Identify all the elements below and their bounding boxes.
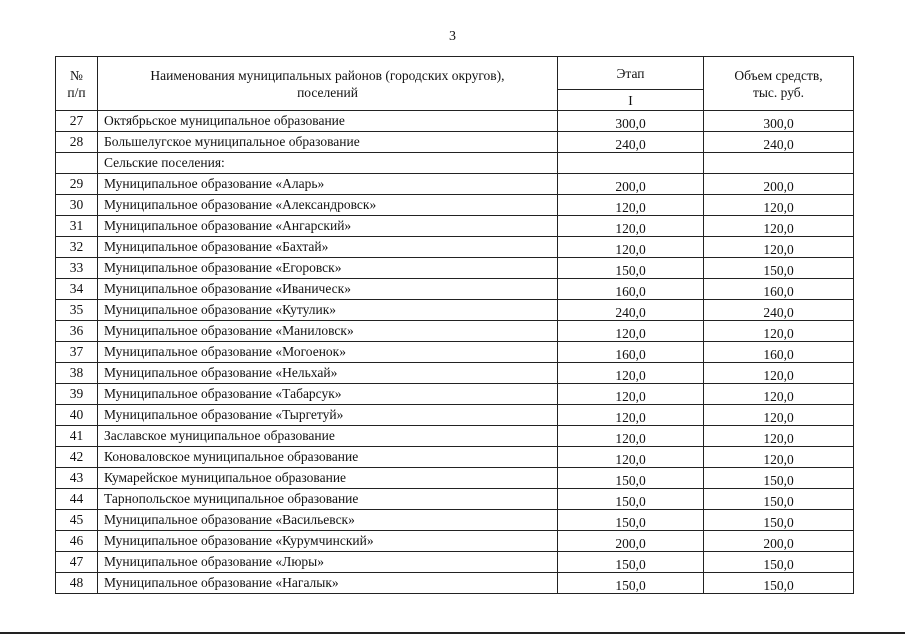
row-number: 41	[56, 426, 98, 447]
row-number: 34	[56, 279, 98, 300]
row-amount-value: 150,0	[704, 489, 854, 510]
row-stage-value: 150,0	[558, 489, 704, 510]
row-number: 32	[56, 237, 98, 258]
row-amount-value: 120,0	[704, 405, 854, 426]
row-name: Сельские поселения:	[98, 153, 558, 174]
row-name: Муниципальное образование «Кутулик»	[98, 300, 558, 321]
row-amount-value: 200,0	[704, 174, 854, 195]
row-name: Муниципальное образование «Егоровск»	[98, 258, 558, 279]
row-stage-value: 120,0	[558, 237, 704, 258]
row-name: Кумарейское муниципальное образование	[98, 468, 558, 489]
table-row	[56, 153, 854, 174]
row-name: Муниципальное образование «Нельхай»	[98, 363, 558, 384]
row-number: 38	[56, 363, 98, 384]
row-stage-value: 240,0	[558, 132, 704, 153]
bottom-rule	[0, 632, 905, 634]
row-amount-value: 240,0	[704, 132, 854, 153]
header-num-symbol: №	[70, 67, 83, 83]
row-amount-value: 120,0	[704, 321, 854, 342]
row-number: 42	[56, 447, 98, 468]
row-name: Муниципальное образование «Иваническ»	[98, 279, 558, 300]
table-row	[56, 510, 854, 531]
table-row	[56, 489, 854, 510]
table-row	[56, 195, 854, 216]
table-row	[56, 363, 854, 384]
row-number: 28	[56, 132, 98, 153]
row-stage-value: 150,0	[558, 258, 704, 279]
table-row	[56, 342, 854, 363]
row-stage-value: 120,0	[558, 447, 704, 468]
row-amount-value: 160,0	[704, 279, 854, 300]
row-name: Коноваловское муниципальное образование	[98, 447, 558, 468]
row-number: 35	[56, 300, 98, 321]
row-name: Заславское муниципальное образование	[98, 426, 558, 447]
header-stage-sub: I	[558, 90, 704, 111]
allocation-table	[55, 56, 854, 594]
row-number: 43	[56, 468, 98, 489]
table-row	[56, 237, 854, 258]
row-stage-value: 300,0	[558, 111, 704, 132]
row-number: 45	[56, 510, 98, 531]
row-stage-value: 120,0	[558, 216, 704, 237]
row-amount-value: 120,0	[704, 237, 854, 258]
row-stage-value: 120,0	[558, 426, 704, 447]
row-name: Муниципальное образование «Васильевск»	[98, 510, 558, 531]
row-amount-value: 120,0	[704, 216, 854, 237]
row-stage-value: 160,0	[558, 342, 704, 363]
row-name: Большелугское муниципальное образование	[98, 132, 558, 153]
row-name: Муниципальное образование «Ангарский»	[98, 216, 558, 237]
table-row	[56, 174, 854, 195]
row-stage-value: 150,0	[558, 573, 704, 594]
table-row	[56, 258, 854, 279]
row-number: 39	[56, 384, 98, 405]
table-row	[56, 468, 854, 489]
row-stage-value: 150,0	[558, 468, 704, 489]
row-stage-value: 120,0	[558, 321, 704, 342]
row-name: Муниципальное образование «Могоенок»	[98, 342, 558, 363]
row-number: 47	[56, 552, 98, 573]
row-name: Муниципальное образование «Курумчинский»	[98, 531, 558, 552]
row-number: 40	[56, 405, 98, 426]
row-stage-value: 120,0	[558, 195, 704, 216]
table-row	[56, 426, 854, 447]
row-amount-value: 160,0	[704, 342, 854, 363]
row-name: Муниципальное образование «Аларь»	[98, 174, 558, 195]
row-stage-value: 240,0	[558, 300, 704, 321]
row-amount-value: 120,0	[704, 363, 854, 384]
table-row	[56, 321, 854, 342]
table-row	[56, 447, 854, 468]
table-row	[56, 405, 854, 426]
row-amount-value: 120,0	[704, 384, 854, 405]
header-name-line2: поселений	[297, 84, 358, 100]
row-name: Тарнопольское муниципальное образование	[98, 489, 558, 510]
row-amount-value: 240,0	[704, 300, 854, 321]
header-amount-line2: тыс. руб.	[752, 84, 805, 100]
table-row	[56, 531, 854, 552]
header-num	[56, 57, 98, 111]
table-row	[56, 216, 854, 237]
header-amount	[704, 57, 854, 111]
row-name: Муниципальное образование «Нагалык»	[98, 573, 558, 594]
header-stage: Этап	[558, 57, 704, 90]
table-row	[56, 279, 854, 300]
row-amount-value: 120,0	[704, 447, 854, 468]
row-stage-value: 150,0	[558, 552, 704, 573]
row-amount-value: 200,0	[704, 531, 854, 552]
table-header	[56, 57, 854, 111]
page-number: 3	[449, 29, 456, 44]
row-amount-value: 150,0	[704, 552, 854, 573]
row-number: 31	[56, 216, 98, 237]
row-stage-value: 200,0	[558, 531, 704, 552]
row-amount-value: 150,0	[704, 573, 854, 594]
row-amount-value: 150,0	[704, 258, 854, 279]
row-name: Муниципальное образование «Люры»	[98, 552, 558, 573]
row-amount-value	[704, 153, 854, 174]
header-name	[98, 57, 558, 111]
row-name: Муниципальное образование «Бахтай»	[98, 237, 558, 258]
row-amount-value: 120,0	[704, 426, 854, 447]
row-number	[56, 153, 98, 174]
row-amount-value: 150,0	[704, 510, 854, 531]
row-name: Октябрьское муниципальное образование	[98, 111, 558, 132]
row-name: Муниципальное образование «Тыргетуй»	[98, 405, 558, 426]
row-number: 46	[56, 531, 98, 552]
row-number: 37	[56, 342, 98, 363]
header-num-abbr: п/п	[67, 84, 86, 100]
row-number: 48	[56, 573, 98, 594]
row-stage-value: 120,0	[558, 405, 704, 426]
row-amount-value: 120,0	[704, 195, 854, 216]
row-name: Муниципальное образование «Александровск»	[98, 195, 558, 216]
row-amount-value: 150,0	[704, 468, 854, 489]
table-row	[56, 552, 854, 573]
row-number: 44	[56, 489, 98, 510]
row-number: 30	[56, 195, 98, 216]
row-stage-value: 160,0	[558, 279, 704, 300]
row-number: 36	[56, 321, 98, 342]
row-stage-value: 120,0	[558, 363, 704, 384]
header-amount-line1: Объем средств,	[734, 67, 823, 83]
row-stage-value: 200,0	[558, 174, 704, 195]
table-row	[56, 111, 854, 132]
table-row	[56, 300, 854, 321]
row-amount-value: 300,0	[704, 111, 854, 132]
row-stage-value	[558, 153, 704, 174]
header-name-line1: Наименования муниципальных районов (городских округов),	[150, 67, 505, 83]
row-number: 29	[56, 174, 98, 195]
table-body	[56, 111, 854, 594]
row-stage-value: 150,0	[558, 510, 704, 531]
table-row	[56, 132, 854, 153]
row-name: Муниципальное образование «Табарсук»	[98, 384, 558, 405]
row-number: 33	[56, 258, 98, 279]
table-row	[56, 573, 854, 594]
row-name: Муниципальное образование «Маниловск»	[98, 321, 558, 342]
row-number: 27	[56, 111, 98, 132]
row-stage-value: 120,0	[558, 384, 704, 405]
table-row	[56, 384, 854, 405]
